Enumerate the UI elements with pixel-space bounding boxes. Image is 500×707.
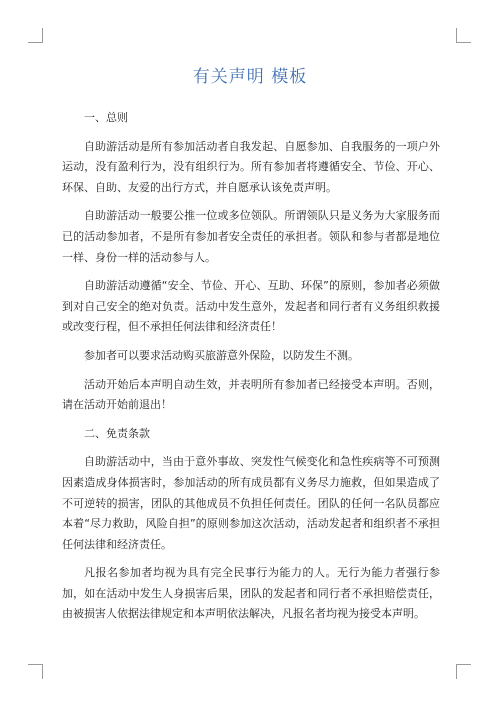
paragraph: 自助游活动是所有参加活动者自我发起、自愿参加、自我服务的一项户外运动，没有盈利行为，没有组织行为。所有参加者将遵循安全、节俭、开心、环保、自助、友爱的出行方式，并自愿承认该免责声明。 xyxy=(62,139,440,194)
document-title: 有关声明 模板 xyxy=(192,67,308,87)
crop-mark-top-right xyxy=(456,28,471,43)
paragraph: 活动开始后本声明自动生效，并表明所有参加者已经接受本声明。否则，请在活动开始前退出！ xyxy=(62,377,440,412)
paragraph: 自助游活动遵循“安全、节俭、开心、互助、环保”的原则，参加者必须做到对自己安全的绝对负责。活动中发生意外，发起者和同行者有义务组织救援或改变行程，但不承担任何法律和经济责任！ xyxy=(62,279,440,334)
crop-mark-bottom-left xyxy=(28,664,43,679)
section-heading: 二、免责条款 xyxy=(84,426,150,440)
document-body xyxy=(62,108,440,633)
paragraph: 凡报名参加者均视为具有完全民事行为能力的人。无行为能力者强行参加，如在活动中发生人身损害后果，团队的发起者和同行者不承担赔偿责任，由被损害人依据法律规定和本声明依法解决，凡报名者均视为接受本声明。 xyxy=(62,566,440,621)
section-heading: 一、总则 xyxy=(84,111,128,124)
crop-mark-top-left xyxy=(28,28,43,43)
paragraph: 自助游活动一般要公推一位或多位领队。所谓领队只是义务为大家服务而已的活动参加者，不是所有参加者安全责任的承担者。领队和参与者都是地位一样、身份一样的活动参与人。 xyxy=(62,209,440,264)
paragraph: 参加者可以要求活动购买旅游意外保险，以防发生不测。 xyxy=(84,348,359,362)
crop-mark-bottom-right xyxy=(456,664,471,679)
paragraph: 自助游活动中，当由于意外事故、突发性气候变化和急性疾病等不可预测因素造成身体损害时，参加活动的所有成员都有义务尽力施救，但如果造成了不可逆转的损害，团队的其他成员不负担任何责任。团队的任何一名队员都应本着“尽力救助，风险自担”的原则参加这次活动，活动发起者和组织者不承担任何法律和经济责任。 xyxy=(62,455,440,551)
